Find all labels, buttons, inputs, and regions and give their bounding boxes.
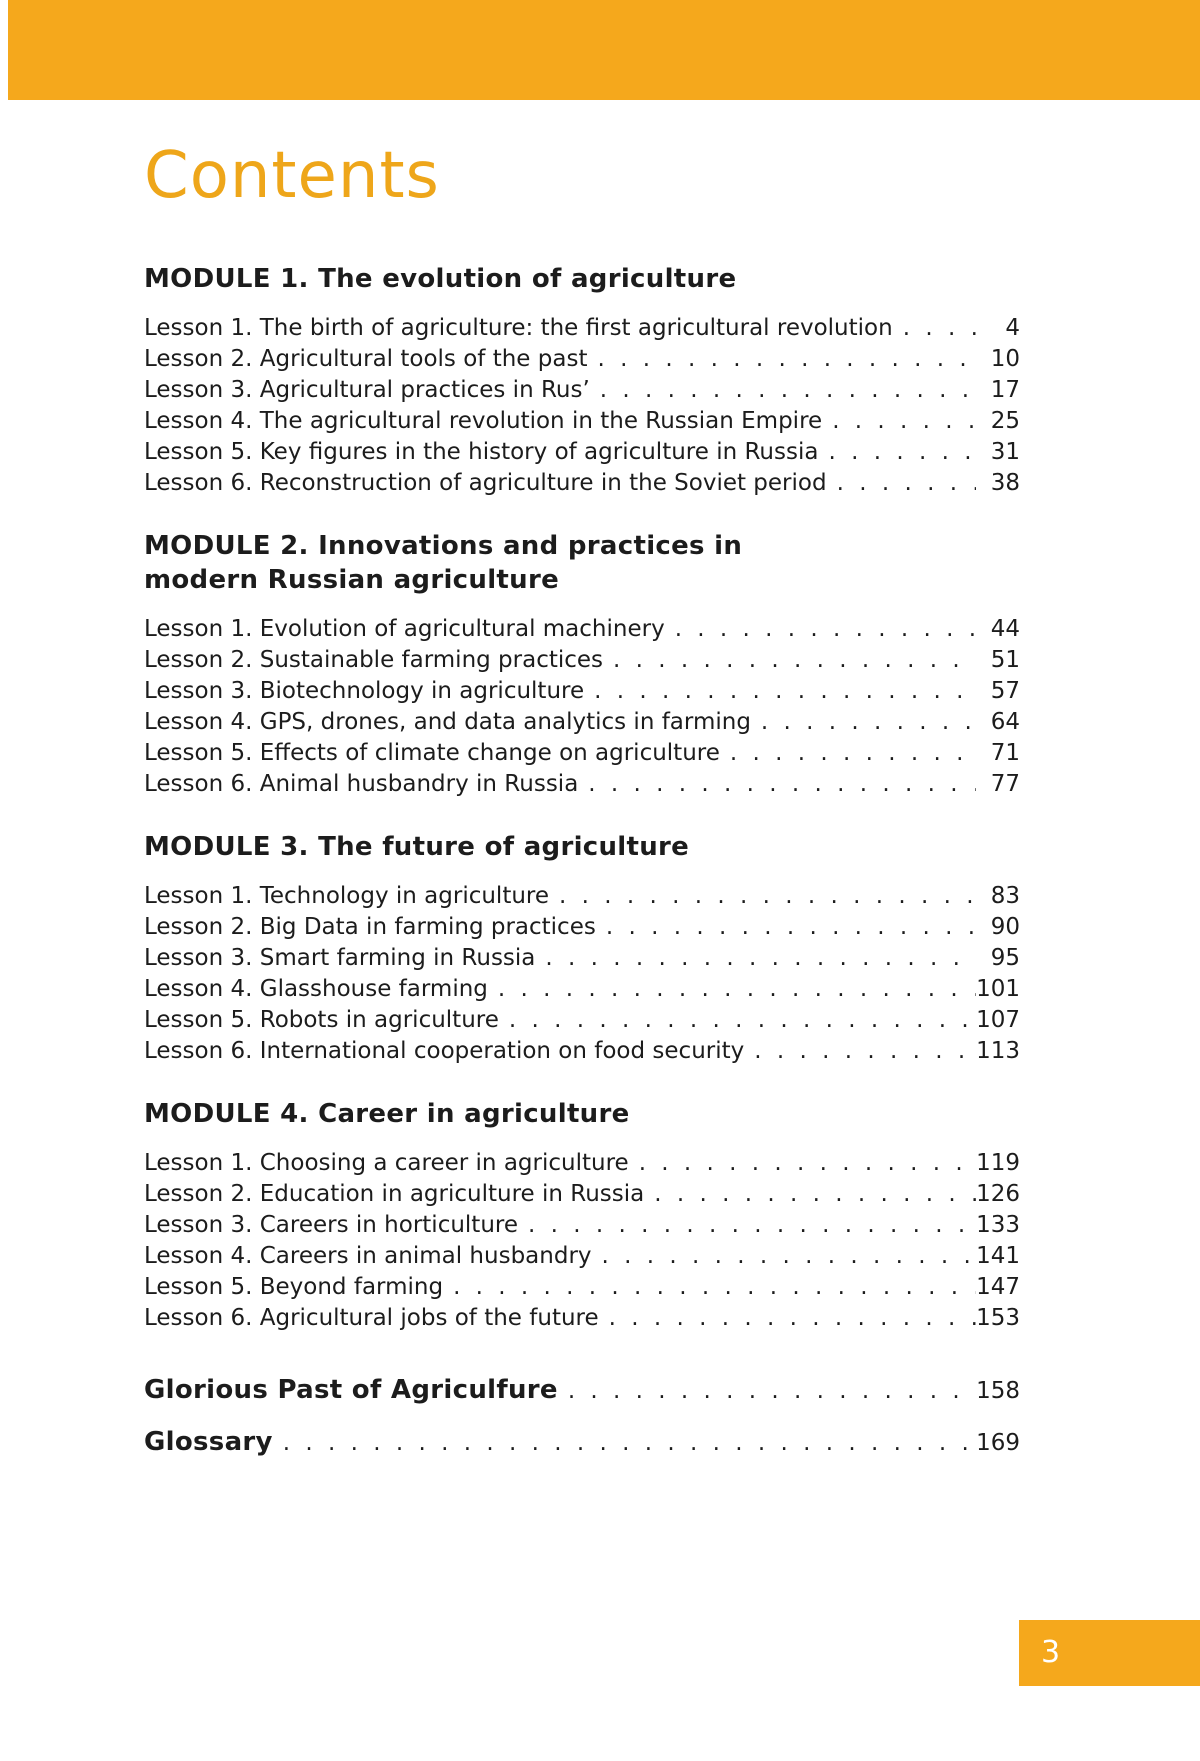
dot-leader xyxy=(602,1241,976,1272)
page-ref: 119 xyxy=(976,1150,1020,1176)
lesson-label: Lesson 2. Sustainable farming practices xyxy=(144,647,604,673)
lesson-label: Lesson 5. Key figures in the history of agriculture in Russia xyxy=(144,439,819,465)
dot-leader xyxy=(730,738,976,769)
dot-leader xyxy=(509,1005,976,1036)
dot-leader xyxy=(609,1303,976,1334)
page-ref: 57 xyxy=(990,678,1020,704)
lesson-label: Lesson 3. Agricultural practices in Rus’ xyxy=(144,377,590,403)
toc-entry[interactable] xyxy=(144,375,1020,406)
toc-entry[interactable] xyxy=(144,1036,1020,1067)
toc-entry[interactable] xyxy=(144,437,1020,468)
toc-entry[interactable] xyxy=(144,1179,1020,1210)
page-ref: 17 xyxy=(990,377,1020,403)
page-title: Contents xyxy=(144,139,440,213)
dot-leader xyxy=(498,974,976,1005)
lesson-label: Lesson 4. GPS, drones, and data analytics in farming xyxy=(144,709,751,735)
toc-entry[interactable] xyxy=(144,406,1020,437)
lesson-label: Lesson 5. Robots in agriculture xyxy=(144,1007,499,1033)
dot-leader xyxy=(594,676,976,707)
dot-leader xyxy=(545,943,976,974)
page-ref: 4 xyxy=(1005,315,1020,341)
module-title: MODULE 3. The future of agriculture xyxy=(144,832,690,862)
lesson-label: Lesson 4. Careers in animal husbandry xyxy=(144,1243,592,1269)
toc-entry[interactable] xyxy=(144,468,1020,499)
lesson-label: Lesson 3. Biotechnology in agriculture xyxy=(144,678,585,704)
dot-leader xyxy=(597,344,976,375)
toc-entry[interactable] xyxy=(144,881,1020,912)
module-title: MODULE 1. The evolution of agriculture xyxy=(144,264,737,294)
page-number: 3 xyxy=(1041,1635,1061,1670)
page-ref: 44 xyxy=(990,616,1020,642)
lesson-label: Lesson 6. Reconstruction of agriculture in the Soviet period xyxy=(144,470,827,496)
page-number-tab xyxy=(1019,1620,1200,1686)
dot-leader xyxy=(837,468,976,499)
toc-entry[interactable] xyxy=(144,676,1020,707)
lesson-label: Lesson 5. Beyond farming xyxy=(144,1274,444,1300)
lesson-label: Lesson 1. Evolution of agricultural machinery xyxy=(144,616,665,642)
page-ref: 25 xyxy=(990,408,1020,434)
lesson-label: Lesson 6. International cooperation on food security xyxy=(144,1038,745,1064)
extras-section xyxy=(144,1364,1020,1468)
module-title: MODULE 4. Career in agriculture xyxy=(144,1099,630,1129)
page-ref: 126 xyxy=(976,1181,1020,1207)
lesson-label: Lesson 5. Effects of climate change on agriculture xyxy=(144,740,720,766)
page-ref: 153 xyxy=(976,1305,1020,1331)
dot-leader xyxy=(568,1365,976,1417)
page-ref: 31 xyxy=(990,439,1020,465)
toc-entry[interactable] xyxy=(144,943,1020,974)
page-ref: 83 xyxy=(990,883,1020,909)
dot-leader xyxy=(654,1179,976,1210)
page-ref: 169 xyxy=(976,1430,1020,1456)
toc-entry[interactable] xyxy=(144,1303,1020,1334)
toc-entry[interactable] xyxy=(144,344,1020,375)
page-ref: 147 xyxy=(976,1274,1020,1300)
extra-label: Glorious Past of Agriculfure xyxy=(144,1375,558,1405)
lesson-label: Lesson 3. Careers in horticulture xyxy=(144,1212,518,1238)
dot-leader xyxy=(528,1210,976,1241)
table-of-contents xyxy=(144,262,1020,1468)
dot-leader xyxy=(606,912,976,943)
page-ref: 38 xyxy=(990,470,1020,496)
toc-entry-glorious-past[interactable] xyxy=(144,1364,1020,1416)
toc-entry[interactable] xyxy=(144,614,1020,645)
lesson-label: Lesson 3. Smart farming in Russia xyxy=(144,945,536,971)
page-ref: 158 xyxy=(976,1378,1020,1404)
dot-leader xyxy=(453,1272,976,1303)
page-ref: 113 xyxy=(976,1038,1020,1064)
dot-leader xyxy=(754,1036,976,1067)
lesson-label: Lesson 4. The agricultural revolution in the Russian Empire xyxy=(144,408,823,434)
module-1 xyxy=(144,262,1020,499)
dot-leader xyxy=(675,614,976,645)
toc-entry[interactable] xyxy=(144,974,1020,1005)
extra-label: Glossary xyxy=(144,1427,273,1457)
toc-entry[interactable] xyxy=(144,1241,1020,1272)
dot-leader xyxy=(283,1417,976,1469)
dot-leader xyxy=(828,437,976,468)
page-ref: 107 xyxy=(976,1007,1020,1033)
module-3 xyxy=(144,830,1020,1067)
dot-leader xyxy=(639,1148,976,1179)
toc-entry[interactable] xyxy=(144,1210,1020,1241)
dot-leader xyxy=(600,375,976,406)
page-ref: 90 xyxy=(990,914,1020,940)
page-ref: 77 xyxy=(990,771,1020,797)
toc-entry-glossary[interactable] xyxy=(144,1416,1020,1468)
dot-leader xyxy=(588,769,976,800)
page-ref: 101 xyxy=(976,976,1020,1002)
dot-leader xyxy=(903,313,976,344)
page-ref: 51 xyxy=(990,647,1020,673)
toc-entry[interactable] xyxy=(144,645,1020,676)
toc-entry[interactable] xyxy=(144,738,1020,769)
toc-entry[interactable] xyxy=(144,1272,1020,1303)
toc-entry[interactable] xyxy=(144,707,1020,738)
module-2 xyxy=(144,529,1020,800)
page-ref: 71 xyxy=(990,740,1020,766)
page-ref: 141 xyxy=(976,1243,1020,1269)
lesson-label: Lesson 2. Big Data in farming practices xyxy=(144,914,596,940)
lesson-label: Lesson 4. Glasshouse farming xyxy=(144,976,488,1002)
page-ref: 64 xyxy=(990,709,1020,735)
lesson-label: Lesson 2. Education in agriculture in Russia xyxy=(144,1181,645,1207)
module-4 xyxy=(144,1097,1020,1334)
lesson-label: Lesson 1. Technology in agriculture xyxy=(144,883,550,909)
page-ref: 133 xyxy=(976,1212,1020,1238)
page-ref: 95 xyxy=(990,945,1020,971)
toc-entry[interactable] xyxy=(144,313,1020,344)
lesson-label: Lesson 6. Animal husbandry in Russia xyxy=(144,771,579,797)
dot-leader xyxy=(559,881,976,912)
lesson-label: Lesson 2. Agricultural tools of the past xyxy=(144,346,588,372)
module-title: MODULE 2. Innovations and practices in modern Russian agriculture xyxy=(144,531,743,595)
dot-leader xyxy=(761,707,976,738)
toc-entry[interactable] xyxy=(144,1005,1020,1036)
dot-leader xyxy=(613,645,976,676)
page-ref: 10 xyxy=(990,346,1020,372)
lesson-label: Lesson 1. The birth of agriculture: the first agricultural revolution xyxy=(144,315,893,341)
toc-entry[interactable] xyxy=(144,769,1020,800)
dot-leader xyxy=(832,406,976,437)
lesson-label: Lesson 1. Choosing a career in agriculture xyxy=(144,1150,629,1176)
toc-entry[interactable] xyxy=(144,1148,1020,1179)
top-header-band xyxy=(8,0,1200,100)
toc-entry[interactable] xyxy=(144,912,1020,943)
lesson-label: Lesson 6. Agricultural jobs of the future xyxy=(144,1305,599,1331)
